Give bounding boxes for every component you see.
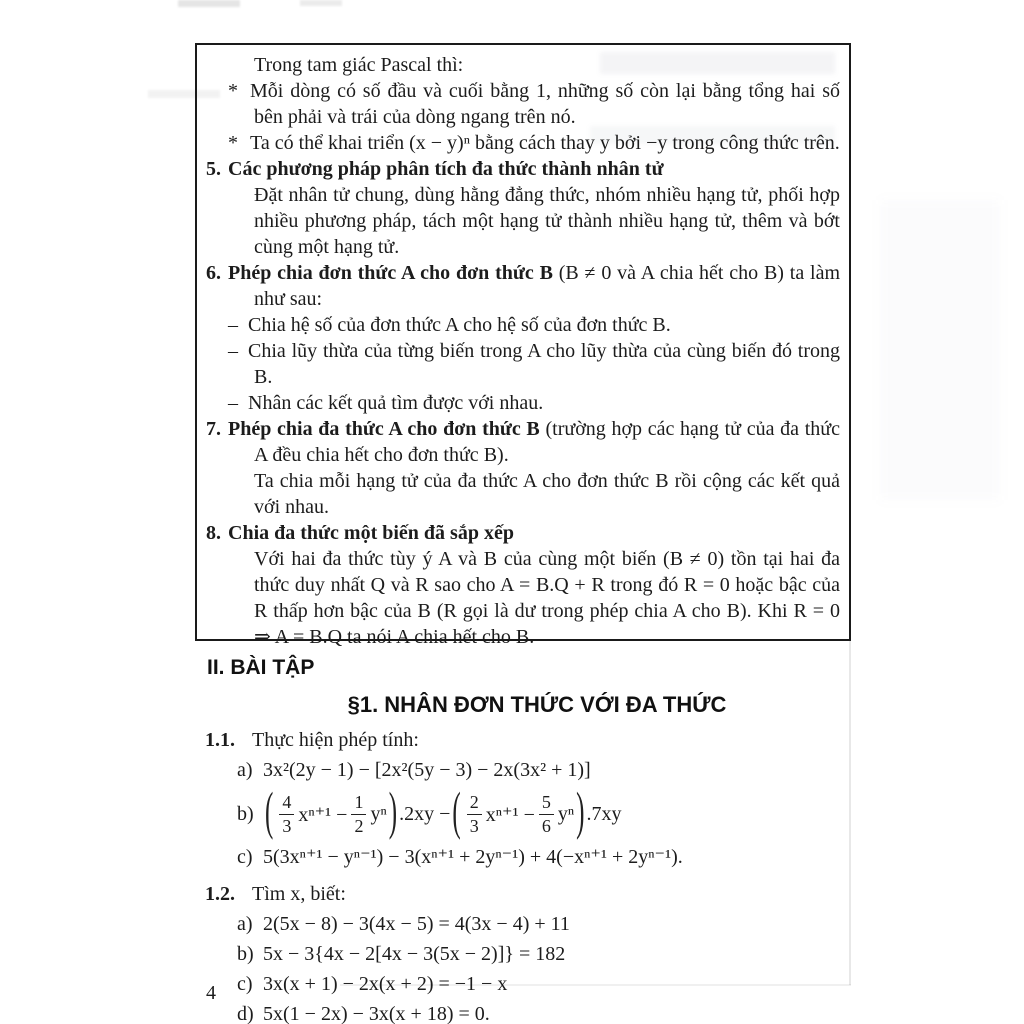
problem-prompt: Tìm x, biết: [252,883,346,905]
section-number: 8. [206,522,221,544]
dash-list-item [206,390,840,416]
section-paragraph: Với hai đa thức tùy ý A và B của cùng một biến (B ≠ 0) tồn tại hai đa thức duy nhất Q và R sao cho A = B.Q + R trong đó R = 0 hoặc bậc của R thấp hơn bậc của B (R gọi là dư trong phép chia A cho B). Khi R = 0 ⇒ A = B.Q ta nói A chia hết cho B. [254,548,840,648]
dash-bullet: – [228,340,238,362]
pascal-intro-line: Trong tam giác Pascal thì: [254,54,464,76]
dash-list-item [206,312,840,338]
problem-item [195,970,853,999]
page-number: 4 [206,982,216,1004]
section-heading [206,416,840,468]
section-number: 5. [206,158,221,180]
item-label: a) [237,759,253,781]
scan-smudge [300,0,342,6]
section-paragraph: Ta chia mỗi hạng tử của đa thức A cho đơn thức B rồi cộng các kết quả với nhau. [254,470,840,518]
pascal-rule-text: Mỗi dòng có số đầu và cuối bằng 1, những số còn lại bằng tổng hai số bên phải và trái của dòng ngang trên nó. [250,80,840,128]
problem-prompt: Thực hiện phép tính: [252,729,419,751]
section-heading [206,156,840,182]
math-expression: 5x − 3{4x − 2[4x − 3(5x − 2)]} = 182 [263,943,566,965]
box-section-7 [206,416,840,520]
theory-summary-box [195,43,851,648]
exercises-heading: II. BÀI TẬP [207,656,315,679]
section-number: 6. [206,262,221,284]
lesson-title: §1. NHÂN ĐƠN THỨC VỚI ĐA THỨC [347,692,727,717]
item-label: b) [237,802,254,825]
dash-item-text: Chia hệ số của đơn thức A cho hệ số của đơn thức B. [248,314,671,336]
problem-item [195,843,853,872]
problem-item [195,786,853,842]
math-expression: 5(3xⁿ⁺¹ − yⁿ⁻¹) − 3(xⁿ⁺¹ + 2yⁿ⁻¹) + 4(−xⁿ⁺¹ + 2yⁿ⁻¹). [263,846,683,868]
item-label: b) [237,943,254,965]
problem-item [195,1000,853,1024]
dash-bullet: – [228,392,238,414]
math-expression: ( $\frac{4}{3}$ xⁿ⁺¹ − $\frac{1}{2}$ yⁿ ) .2xy − ( $\frac{2}{3}$ xⁿ⁺¹ − $\frac{5}{6}$ yⁿ ) .7xy [265,784,622,842]
dash-item-text: Nhân các kết quả tìm được với nhau. [248,392,544,414]
problem-number: 1.1. [205,729,235,751]
pascal-rule-item [206,78,840,130]
problem-1-2 [195,880,853,1024]
scan-smudge [178,0,240,7]
pascal-rule-item [206,130,840,156]
section-heading-tail: (B ≠ 0 và A chia hết cho B) ta làm như sau: [254,262,841,310]
problem-item [195,756,853,785]
section-title: Chia đa thức một biến đã sắp xếp [228,522,514,544]
problem-1-1 [195,726,853,872]
section-title: Phép chia đa thức A cho đơn thức B [228,418,540,440]
box-section-6 [206,260,840,416]
math-expression: 5x(1 − 2x) − 3x(x + 18) = 0. [263,1003,490,1024]
item-label: d) [237,1003,254,1024]
item-label: c) [237,973,253,995]
dash-item-text: Chia lũy thừa của từng biến trong A cho lũy thừa của cùng biến đó trong B. [248,340,840,388]
section-title: Phép chia đơn thức A cho đơn thức B [228,262,553,284]
section-heading [206,260,840,312]
item-label: a) [237,913,253,935]
item-label: c) [237,846,253,868]
problem-item [195,910,853,939]
asterisk-bullet: * [228,132,238,154]
box-section-5 [206,156,840,260]
box-section-8 [206,520,840,650]
section-heading [206,520,840,546]
math-expression: 2(5x − 8) − 3(4x − 5) = 4(3x − 4) + 11 [263,913,570,935]
ink-bleedthrough-artifact [880,200,1000,500]
section-title: Các phương pháp phân tích đa thức thành nhân tử [228,158,664,180]
problem-heading [195,880,853,908]
math-expression: 3x(x + 1) − 2x(x + 2) = −1 − x [263,973,508,995]
pascal-rule-text: Ta có thể khai triển (x − y)ⁿ bằng cách thay y bởi −y trong công thức trên. [250,132,840,154]
section-paragraph: Đặt nhân tử chung, dùng hằng đẳng thức, nhóm nhiều hạng tử, phối hợp nhiều phương pháp, tách một hạng tử thành nhiều hạng tử, thêm và bớt cùng một hạng tử. [254,184,840,258]
math-expression: 3x²(2y − 1) − [2x²(5y − 3) − 2x(3x² + 1)] [263,759,591,781]
section-heading-tail: (trường hợp các hạng tử của đa thức A đều chia hết cho đơn thức B). [254,418,840,466]
dash-bullet: – [228,314,238,336]
dash-list-item [206,338,840,390]
section-number: 7. [206,418,221,440]
asterisk-bullet: * [228,80,238,102]
exercises-section [195,644,853,1024]
problem-heading [195,726,853,754]
problem-item [195,940,853,969]
problem-number: 1.2. [205,883,235,905]
